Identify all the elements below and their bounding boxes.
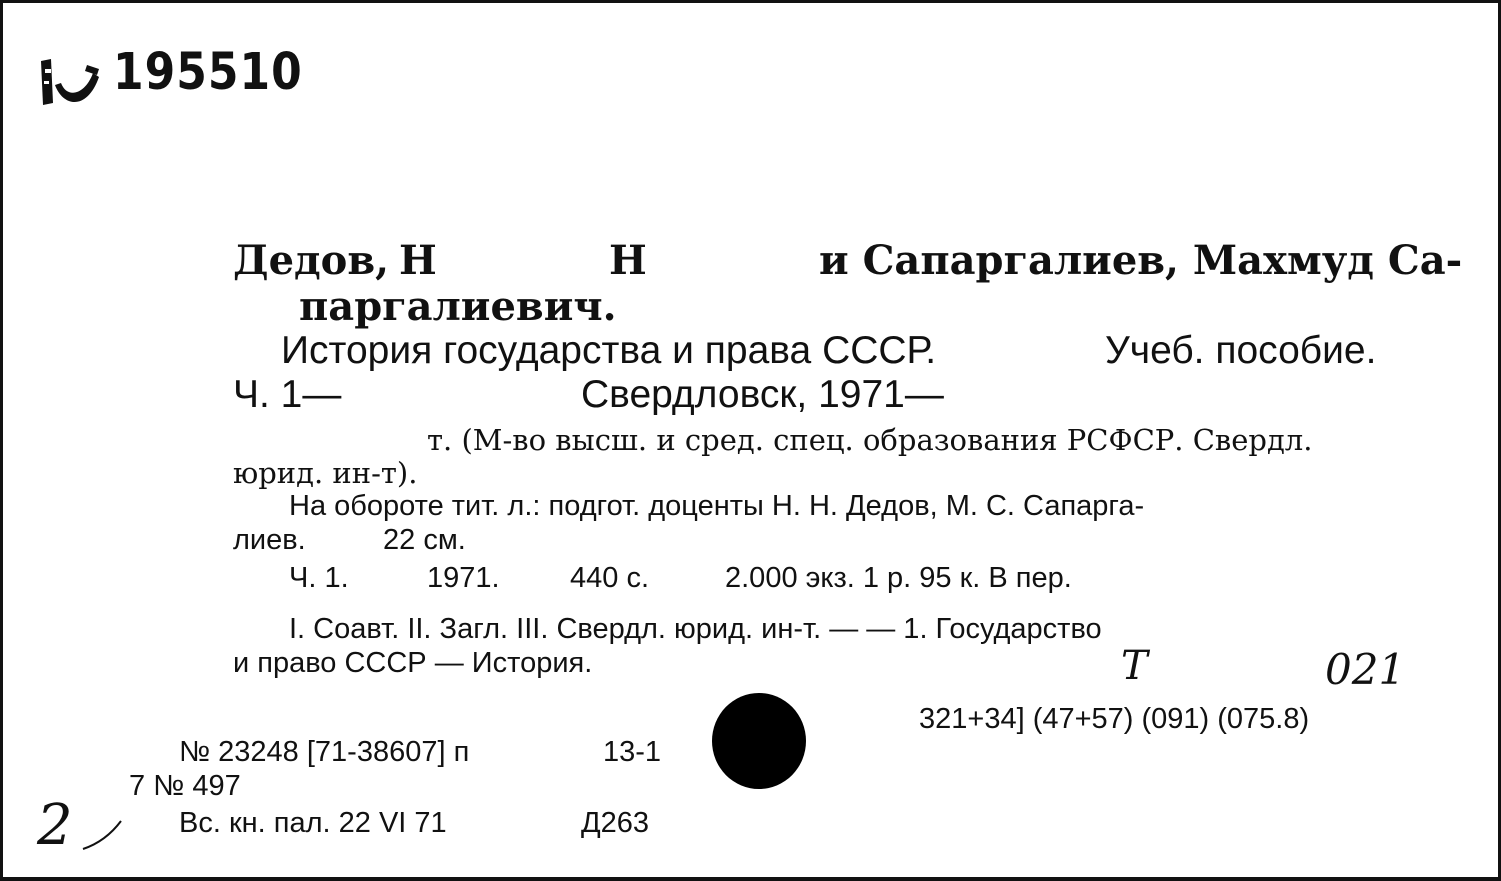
volume-range: Ч. 1— [233, 373, 342, 416]
author-initial-1: Н [399, 237, 437, 284]
inventory-number: 195510 [113, 43, 303, 102]
series-statement: т. (М-во высш. и сред. спец. образования РСФСР. Свердл. [427, 423, 1313, 457]
margin-handwritten-mark: 2 [37, 793, 73, 858]
title-verso-note-continued: лиев. [233, 524, 306, 556]
issue-number: 7 № 497 [129, 770, 241, 802]
book-type: Учеб. пособие. [1105, 329, 1377, 372]
card-order-number: № 23248 [71-38607] п [179, 736, 470, 768]
book-size: 22 см. [383, 524, 466, 556]
tracings-continued: и право СССР — История. [233, 647, 593, 679]
edition-price: 2.000 экз. 1 р. 95 к. В пер. [725, 562, 1072, 594]
volume-part: Ч. 1. [289, 562, 349, 594]
book-title: История государства и права СССР. [281, 329, 937, 372]
library-stamp-icon [37, 55, 103, 115]
tracings: I. Соавт. II. Загл. III. Свердл. юрид. ин-т. — — 1. Государство [289, 613, 1102, 645]
volume-pages: 440 с. [570, 562, 649, 594]
volume-year: 1971. [427, 562, 500, 594]
handwritten-mark: Т [1121, 643, 1148, 689]
card-print-code: Д263 [581, 807, 650, 839]
classification-index: 321+34] (47+57) (091) (075.8) [919, 703, 1310, 735]
title-verso-note: На обороте тит. л.: подгот. доценты Н. Н. Дедов, М. С. Сапарга- [289, 490, 1145, 522]
handwritten-code: 021 [1325, 645, 1406, 694]
imprint: Свердловск, 1971— [581, 373, 944, 416]
card-code: 13-1 [603, 736, 662, 768]
series-statement-continued: юрид. ин-т). [233, 456, 418, 490]
author-surname-1: Дедов, [233, 237, 390, 284]
coauthor-name-continued: паргалиевич. [299, 283, 617, 330]
coauthor-name: и Сапаргалиев, Махмуд Са- [819, 237, 1463, 284]
punch-hole [712, 693, 806, 789]
handwritten-stroke-icon [81, 815, 125, 855]
author-initial-2: Н [609, 237, 647, 284]
chamber-date: Вс. кн. пал. 22 VI 71 [179, 807, 447, 839]
